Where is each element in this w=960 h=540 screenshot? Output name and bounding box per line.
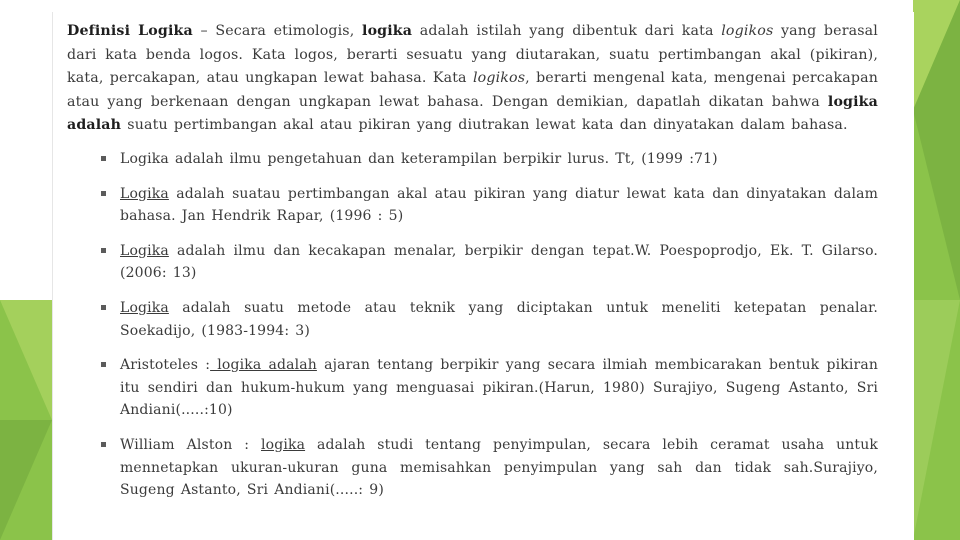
point-text: adalah suatu metode atau teknik yang diciptakan untuk meneliti ketepatan penalar. Soekadijo, (1983-1994: 3) [120, 299, 878, 339]
bullet-icon [101, 191, 106, 196]
list-item [67, 354, 878, 422]
list-item [67, 240, 878, 285]
definition-term: Definisi Logika [67, 23, 193, 39]
point-author: William Alston : [120, 436, 261, 453]
intro-text-3: yang berasal dari kata benda logos. Kata logos, berarti sesuatu yang diutarakan, suatu pertimbangan akal (pikiran), kata, percakapan, atau ungkapan lewat bahasa. Kata [67, 23, 878, 87]
document-content [67, 20, 878, 514]
point-lead: Logika [120, 299, 169, 316]
bullet-icon [101, 248, 106, 253]
document-page [52, 12, 914, 540]
point-text: ajaran tentang berpikir yang secara ilmiah membicarakan bentuk pikiran itu sendiri dan hukum-hukum yang menguasai pikiran.(Harun, 1980) Surajiyo, Sugeng Astanto, Sri Andiani(.....:10) [120, 357, 878, 419]
intro-text-5: suatu pertimbangan akal atau pikiran yang diutrakan lewat kata dan dinyatakan dalam bahasa. [121, 117, 848, 134]
intro-text-4: , berarti mengenal kata, mengenai percakapan atau yang berkenaan dengan ungkapan lewat bahasa. Dengan demikian, dapatlah dikatan bahwa [67, 70, 878, 110]
point-text: adalah ilmu dan kecakapan menalar, berpikir dengan tepat.W. Poespoprodjo, Ek. T. Gilarso. (2006: 13) [120, 242, 878, 282]
list-item [67, 183, 878, 228]
intro-logika-adalah: logika adalah [67, 93, 878, 134]
definitions-list [67, 148, 878, 502]
point-text: Logika adalah ilmu pengetahuan dan keterampilan berpikir lurus. Tt, (1999 :71) [120, 150, 718, 167]
intro-text-1: Secara etimologis, [215, 23, 363, 39]
bullet-icon [101, 305, 106, 310]
bullet-icon [101, 442, 106, 447]
list-item [67, 148, 878, 171]
bullet-icon [101, 156, 106, 161]
intro-text-2: adalah istilah yang dibentuk dari kata [412, 23, 722, 39]
point-lead: logika adalah [210, 357, 317, 374]
intro-logika-word: logika [362, 23, 413, 39]
definition-separator: – [192, 23, 216, 39]
point-text: adalah studi tentang penyimpulan, secara lebih ceramat usaha untuk mennetapkan ukuran-ukuran guna memisahkan penyimpulan yang sah dan tidak sah.Surajiyo, Sugeng Astanto, Sri Andiani(.....: 9) [120, 436, 878, 499]
list-item [67, 297, 878, 342]
point-lead: Logika [120, 242, 169, 259]
intro-logikos-word: logikos [721, 23, 774, 39]
point-author: Aristoteles : [120, 357, 211, 374]
bullet-icon [101, 362, 106, 367]
list-item [67, 434, 878, 502]
definition-paragraph [67, 20, 878, 138]
point-text: adalah suatau pertimbangan akal atau pikiran yang diatur lewat kata dan dinyatakan dalam bahasa. Jan Hendrik Rapar, (1996 : 5) [120, 185, 878, 225]
point-lead: logika [261, 436, 306, 453]
intro-logikos-word-2: logikos [472, 70, 526, 87]
point-lead: Logika [120, 185, 169, 202]
